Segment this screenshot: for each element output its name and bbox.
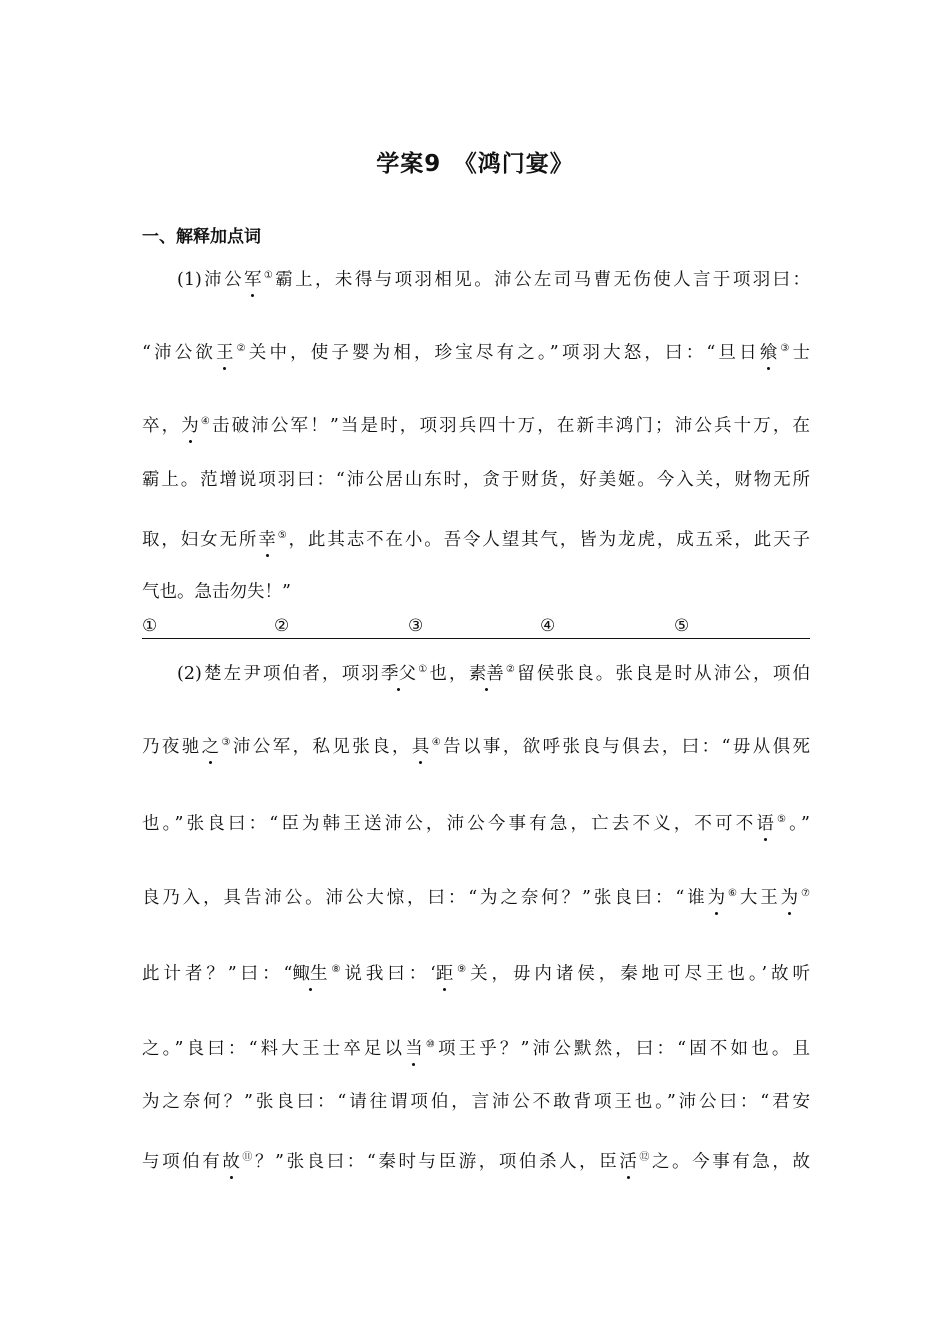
passage2-line — [142, 735, 810, 759]
text-segment: 告以事，欲呼张良与俱去，曰：“毋从俱死 — [443, 737, 811, 757]
text-segment: “沛公欲 — [142, 343, 217, 363]
note-marker: ⑩ — [422, 1039, 438, 1050]
answer-row-1[interactable] — [142, 614, 810, 639]
note-marker: ① — [416, 664, 430, 675]
text-segment: (2)楚左尹项伯者，项羽 — [177, 664, 382, 684]
dotted-word: 语 — [756, 814, 774, 834]
text-segment: 霸上，未得与项羽相见。沛公左司马曹无伤使人言于项羽曰： — [275, 270, 811, 290]
note-marker: ⑥ — [725, 888, 740, 899]
answer-label-1: ① — [142, 616, 158, 636]
dotted-word: 季父 — [381, 664, 417, 684]
text-segment: 关中，使子婴为相，珍宝尽有之。”项羽大怒，曰：“旦日 — [248, 343, 760, 363]
dotted-word: 活 — [619, 1152, 637, 1172]
text-segment: 乃夜驰 — [142, 737, 202, 757]
note-marker: ⑨ — [453, 964, 471, 975]
text-segment: 气也。急击勿失！” — [142, 582, 291, 602]
passage1-line — [142, 414, 810, 438]
text-segment: 此计者？”曰：“ — [142, 964, 293, 984]
text-segment: 卒， — [142, 416, 182, 436]
note-marker: ② — [233, 343, 249, 354]
text-segment: ，此其志不在小。吾令人望其气，皆为龙虎，成五采，此天子 — [288, 530, 811, 550]
text-segment: 项王乎？”沛公默然，曰：“固不如也。且 — [437, 1039, 810, 1059]
passage1-line — [142, 468, 810, 492]
answer-label-2: ② — [274, 616, 290, 636]
note-marker: ① — [261, 270, 276, 281]
dotted-word: 当 — [405, 1039, 423, 1059]
passage1-line — [142, 580, 810, 604]
dotted-word: 飨 — [759, 343, 778, 363]
text-segment: 也， — [429, 664, 469, 684]
dotted-word: 王 — [216, 343, 234, 363]
passage1-line — [142, 528, 810, 552]
text-segment: 为之奈何？”张良曰：“请往谓项伯，言沛公不敢背项王也。”沛公曰：“君安 — [142, 1092, 810, 1112]
text-segment: 说我曰：‘ — [344, 964, 436, 984]
text-segment: 之。今事有急，故 — [651, 1152, 811, 1172]
note-marker: ② — [503, 664, 518, 675]
dotted-word: 幸 — [258, 530, 276, 550]
answer-label-5: ⑤ — [674, 616, 690, 636]
text-segment: 取，妇女无所 — [142, 530, 259, 550]
text-segment: ？”张良曰：“秦时与臣游，项伯杀人，臣 — [254, 1152, 620, 1172]
dotted-word: 为 — [181, 416, 199, 436]
text-segment: 与项伯有 — [142, 1152, 223, 1172]
text-segment: 也。”张良曰：“臣为韩王送沛公，沛公今事有急，亡去不义，不可不 — [142, 814, 757, 834]
answer-label-3: ③ — [408, 616, 424, 636]
dotted-word: 距 — [435, 964, 454, 984]
text-segment: 士 — [792, 343, 810, 363]
text-segment: 击破沛公军！”当是时，项羽兵四十万，在新丰鸿门；沛公兵十万，在 — [212, 416, 810, 436]
dotted-word: 为 — [707, 888, 726, 908]
note-marker: ③ — [777, 343, 793, 354]
note-marker: ④ — [198, 416, 213, 427]
passage2-line — [142, 1090, 810, 1114]
passage2-line — [142, 812, 810, 836]
page-title: 学案9 《鸿门宴》 — [376, 151, 574, 177]
text-segment: 沛公军，私见张良， — [232, 737, 412, 757]
text-segment: 之。”良曰：“料大王士卒足以 — [142, 1039, 406, 1059]
text-segment: (1)沛公 — [177, 270, 244, 290]
text-segment: 霸上。范增说项羽曰：“沛公居山东时，贪于财货，好美姬。今入关，财物无所 — [142, 470, 810, 490]
passage1-line — [142, 341, 810, 365]
passage2-line — [142, 886, 810, 910]
note-marker: ⑤ — [773, 814, 790, 825]
passage2-line — [142, 1037, 810, 1061]
dotted-word: 为 — [780, 888, 799, 908]
text-segment: 。” — [789, 814, 810, 834]
dotted-word: 之 — [201, 737, 220, 757]
text-segment: 关，毋内诸侯，秦地可尽王也。’故听 — [470, 964, 811, 984]
dotted-word: 鲰生 — [292, 964, 328, 984]
note-marker: ⑤ — [275, 530, 289, 541]
section-heading: 一、解释加点词 — [142, 227, 261, 247]
dotted-word: 故 — [222, 1152, 240, 1172]
note-marker: ⑦ — [798, 888, 811, 899]
passage2-line — [142, 1150, 810, 1174]
note-marker: ⑧ — [327, 964, 345, 975]
note-marker: ③ — [219, 737, 233, 748]
dotted-word: 具 — [411, 737, 430, 757]
dotted-word: 军 — [243, 270, 262, 290]
note-marker: ⑫ — [636, 1152, 652, 1163]
text-segment: 良乃入，具告沛公。沛公大惊，曰：“为之奈何？”张良曰：“谁 — [142, 888, 708, 908]
text-segment: 留侯张良。张良是时从沛公，项伯 — [517, 664, 811, 684]
passage1-line — [177, 268, 810, 292]
passage2-line — [142, 962, 810, 986]
answer-label-4: ④ — [540, 616, 556, 636]
dotted-word: 素善 — [468, 664, 504, 684]
passage2-line — [177, 662, 810, 686]
note-marker: ⑪ — [239, 1152, 255, 1163]
note-marker: ④ — [429, 737, 444, 748]
text-segment: 大王 — [739, 888, 781, 908]
